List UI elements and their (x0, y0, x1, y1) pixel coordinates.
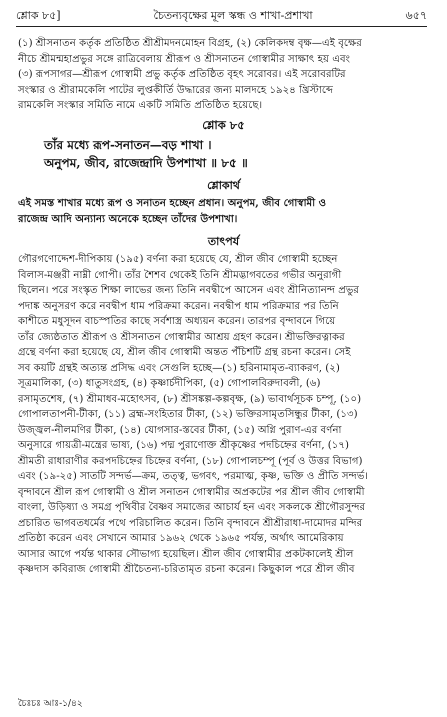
text-line: (১) শ্রীসনাতন কর্তৃক প্রতিষ্ঠিত শ্রীশ্রীমদনমোহন বিগ্রহ, (২) কেলিকদম্ব বৃক্ষ—এই বৃক্ষের (18, 38, 362, 49)
text-line: উজ্জ্বল-নীলমণির টীকা, (১৪) যোগসার-স্তবের টীকা, (১৫) অগ্নি পুরাণ-এর বর্ণনা (18, 424, 342, 436)
text-line: রাজেন্দ্র আদি অন্যান্য অনেকে হচ্ছেন তাঁদের উপশাখা। (18, 212, 238, 225)
text-line: পদাঙ্ক অনুসরণ করে নবদ্বীপ ধাম পরিক্রমা করেন। নবদ্বীপ ধাম পরিক্রমার পর তিনি (18, 300, 339, 312)
text-line: সব কয়টি গ্রন্থই অত্যন্ত প্রসিদ্ধ এবং সেগুলি হচ্ছে—(১) হরিনামামৃত-ব্যাকরণ, (২) (18, 362, 340, 374)
text-line: অনুসারে গায়ত্রী-মন্ত্রের ভাষ্য, (১৬) পদ্ম পুরাণোক্ত শ্রীকৃষ্ণের পদচিহ্নের বর্ণনা, (১৭) (18, 440, 349, 451)
text-line: রসামৃতশেষ, (৭) শ্রীমাধব-মহোৎসব, (৮) শ্রীসঙ্কল্প-কল্পবৃক্ষ, (৯) ভাবার্থসূচক চম্পূ, (১০) (18, 393, 362, 405)
text-line: কাশীতে মধুসূদন বাচস্পতির কাছে সর্বশাস্ত্র অধ্যয়ন করেন। তারপর বৃন্দাবনে গিয়ে (18, 316, 336, 327)
text-line: নীচে শ্রীমন্মহাপ্রভুর সঙ্গে রাত্রিবেলায় শ্রীরূপ ও শ্রীসনাতন গোস্বামীর সাক্ষাৎ হয় এবং (18, 53, 350, 65)
text-line: এই সমস্ত শাখার মধ্যে রূপ ও সনাতন হচ্ছেন প্রধান। অনুপম, জীব গোস্বামী ও (18, 197, 327, 209)
text-line: প্রচারিত ভাগবতধর্মের পথে পরিচালিত করেন। তিনি বৃন্দাবনে শ্রীশ্রীরাধা-দামোদর মন্দির (18, 517, 363, 529)
text-line: আসার আগে পর্যন্ত থাকার সৌভাগ্য হয়েছিল। শ্রীল জীব গোস্বামীর প্রকটকালেই শ্রীল (18, 548, 354, 560)
text-line: প্রতিষ্ঠা করেন এবং সেখানে আমার ১৯৬২ থেকে ১৯৬৫ পর্যন্ত, অর্থাৎ আমেরিকায় (18, 533, 344, 544)
translation-heading: শ্লোকার্থ (207, 179, 240, 192)
text-line: সংস্কার ও শ্রীরামকেলি পাটের লুপ্তকীর্তি উদ্ধারের জন্য মালদহে ১৯২৪ খ্রিস্টাব্দে (18, 84, 334, 96)
text-line: রামকেলি সংস্কার সমিতি নামে একটি সমিতি প্রতিষ্ঠিত হয়েছে। (18, 100, 263, 111)
verse-line: তাঁর মধ্যে রূপ-সনাতন—বড় শাখা । (44, 138, 212, 152)
verse-text (44, 136, 429, 172)
header-verse-ref: শ্লোক ৮৫] (16, 8, 61, 22)
running-header (16, 6, 427, 27)
text-line: এবং (১৯-২৫) সাতটি সন্দর্ভ—ক্রম, তত্ত্ব, ভগবৎ, পরমাত্ম, কৃষ্ণ, ভক্তি ও প্রীতি সন্দর্ভ। (18, 471, 369, 482)
purport-heading: তাৎপর্য (207, 235, 240, 248)
text-line: ছিলেন। পরে সংস্কৃত শিক্ষা লাভের জন্য তিনি নবদ্বীপে আসেন এবং শ্রীনিত্যানন্দ প্রভুর (18, 285, 360, 296)
text-line: বাংলা, উড়িষ্যা ও সমগ্র পৃথিবীর বৈষ্ণব সমাজের আচার্য হন এবং সকলকে শ্রীগৌরসুন্দর (18, 502, 366, 513)
text-line: বিলাস-মঞ্জরী নাম্নী গোপী। তাঁর শৈশব থেকেই তিনি শ্রীমদ্ভাগবতের গভীর অনুরাগী (18, 269, 342, 281)
header-chapter-title: চৈতন্যবৃক্ষের মূল স্কন্ধ ও শাখা-প্রশাখা (153, 8, 313, 22)
footer-signature: চৈঃচঃ আঃ-১/৪২ (18, 699, 83, 709)
text-line: গৌরগণোদ্দেশ-দীপিকায় (১৯৫) বর্ণনা করা হয়েছে যে, শ্রীল জীব গোস্বামী হচ্ছেন (18, 254, 338, 265)
verse-line: অনুপম, জীব, রাজেন্দ্রাদি উপশাখা ॥ ৮৫ ॥ (44, 156, 248, 170)
text-line: গোপালতাপনী-টীকা, (১১) ব্রহ্ম-সংহিতার টীকা, (১২) ভক্তিরসামৃতসিন্ধুর টীকা, (১৩) (18, 409, 358, 420)
text-line: (৩) রূপসাগর—শ্রীরূপ গোস্বামী প্রভু কর্তৃক প্রতিষ্ঠিত বৃহৎ সরোবর। এই সরোবরটির (18, 69, 346, 80)
translation-paragraph (18, 196, 429, 227)
text-line: তাঁর জ্যেষ্ঠতাত শ্রীরূপ ও শ্রীসনাতন গোস্বামীর আশ্রয় গ্রহণ করেন। শ্রীভক্তিরত্নাকর (18, 331, 345, 343)
text-line: কৃষ্ণদাস কবিরাজ গোস্বামী শ্রীচৈতন্য-চরিতামৃত রচনা করেন। কিছুকাল পরে শ্রীল জীব (18, 564, 355, 575)
purport-paragraph (18, 252, 429, 578)
text-line: বৃন্দাবনে শ্রীল রূপ গোস্বামী ও শ্রীল সনাতন গোস্বামীর অপ্রকটের পর শ্রীল জীব গোস্বামী (18, 486, 365, 498)
text-line: শ্রীমতী রাধারাণীর করপদচিহ্নের চিহ্নের বর্ণনা, (১৮) গোপালচম্পূ (পূর্ব ও উত্তর বিভাগ) (18, 455, 363, 467)
verse-number: শ্লোক ৮৫ (202, 118, 245, 132)
text-line: গ্রন্থে বর্ণনা করা হয়েছে যে, শ্রীল জীব গোস্বামী অন্তত পঁচিশটি গ্রন্থ রচনা করেন। সেই (18, 347, 351, 358)
text-line: সূত্রমালিকা, (৩) ধাতুসংগ্রহ, (৪) কৃষ্ণার্চদীপিকা, (৫) গোপালবিরুদাবলী, (৬) (18, 378, 321, 389)
page-number: ৬৫৭ (405, 8, 427, 22)
intro-paragraph (18, 36, 429, 114)
